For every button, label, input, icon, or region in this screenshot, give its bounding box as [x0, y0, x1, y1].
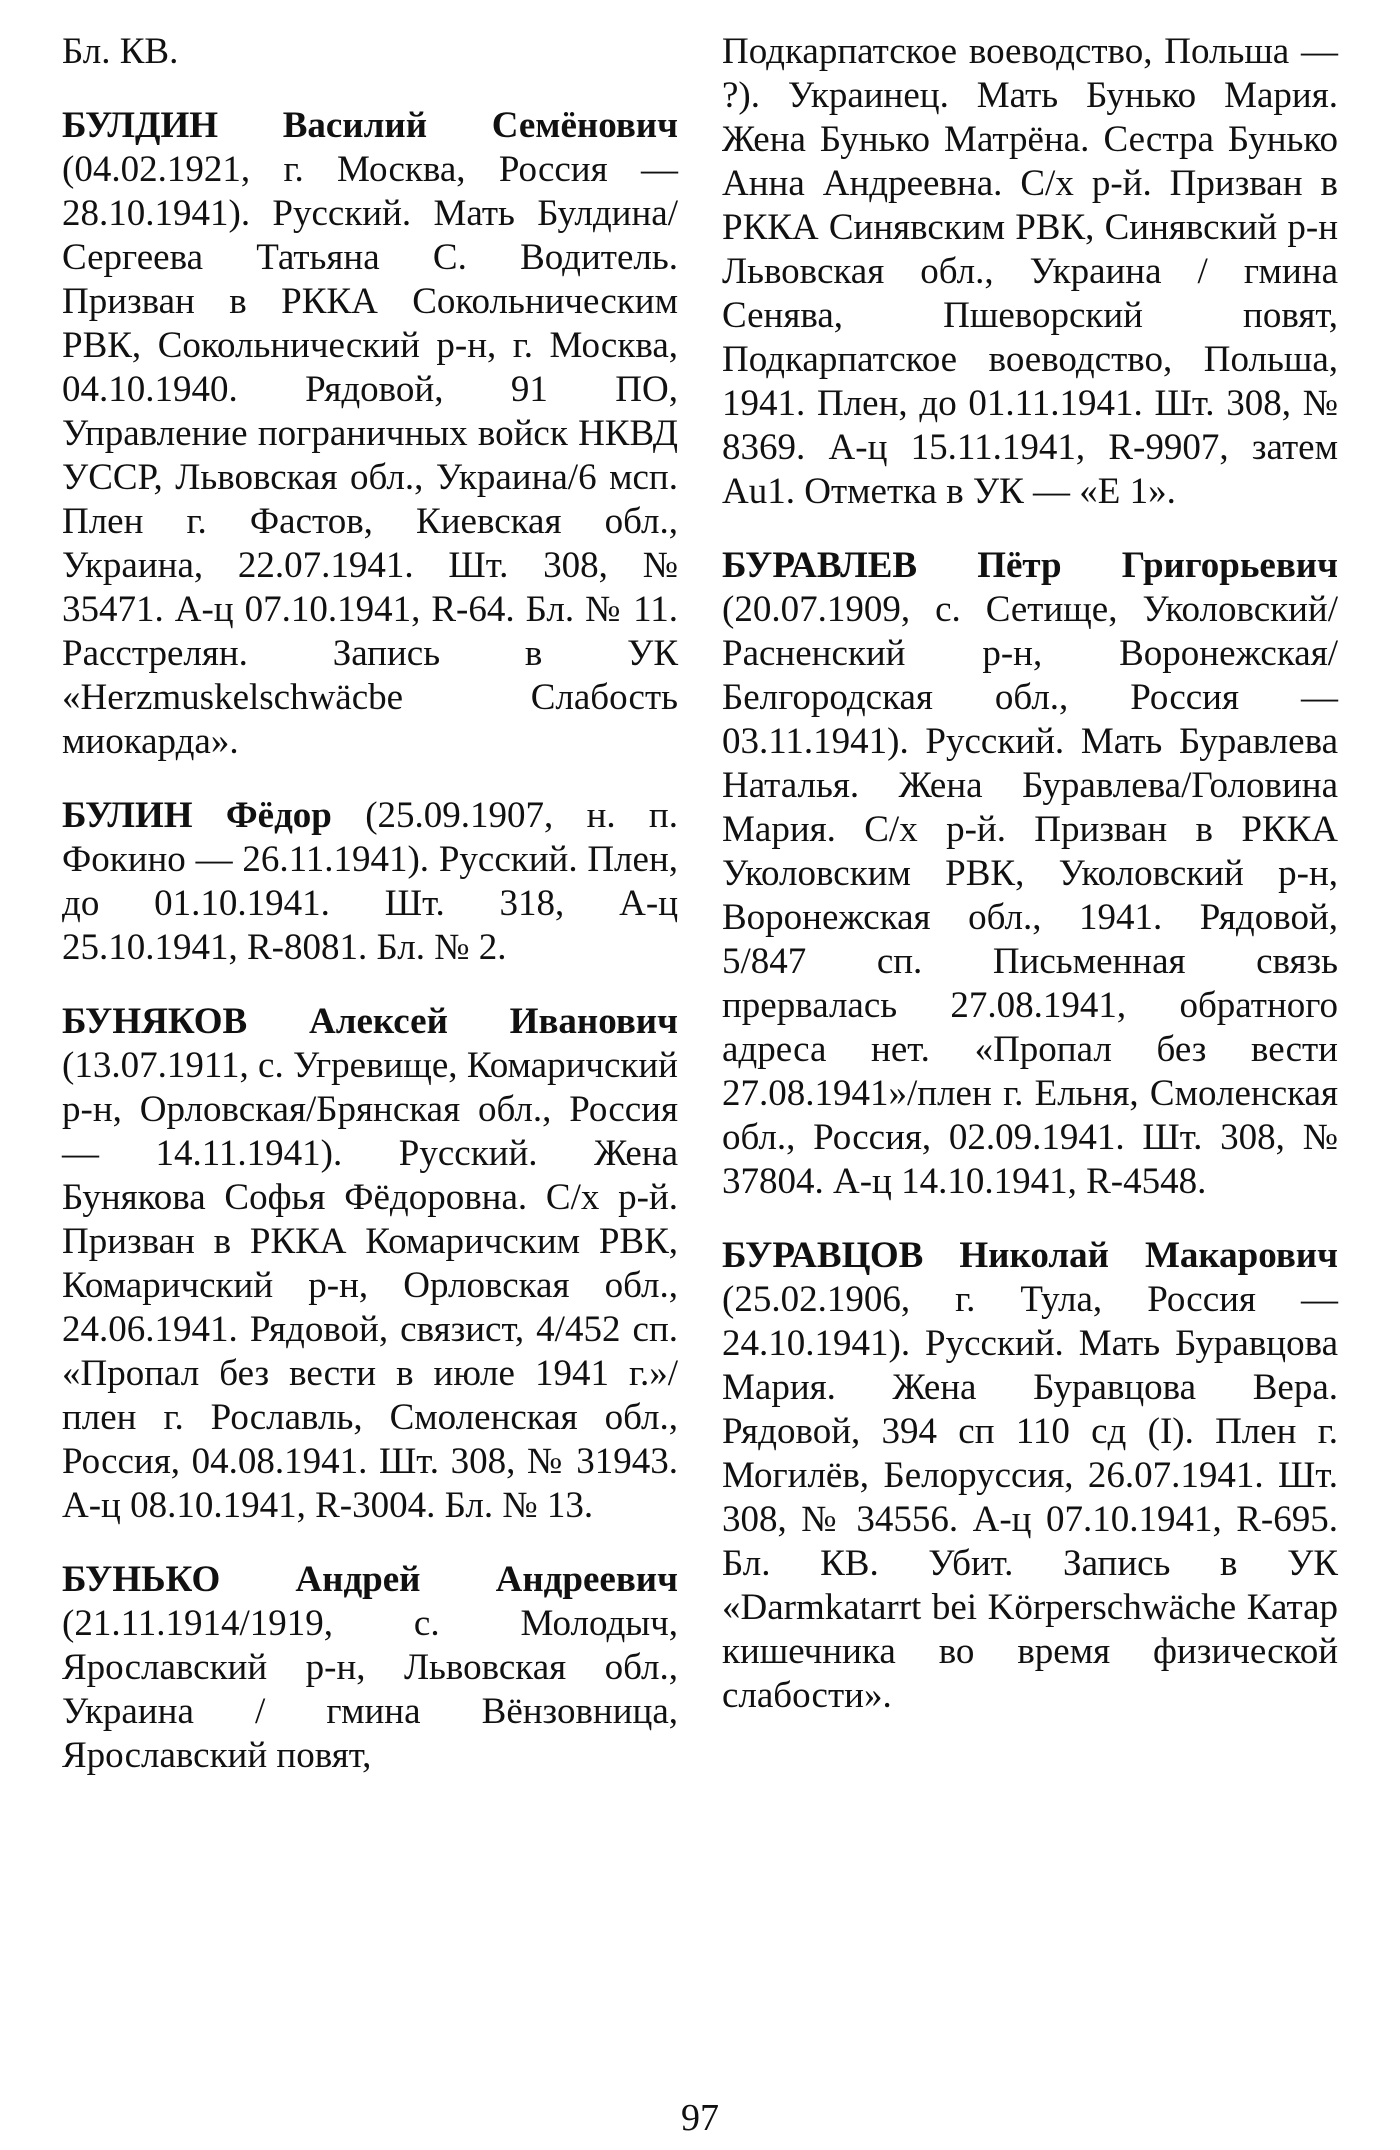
- entry-name: БУЛДИН Василий Семёнович: [62, 105, 678, 146]
- entry-bunyakov: [62, 1000, 678, 1528]
- entry-bunko: [62, 1558, 678, 1778]
- entry-text: (04.02.1921, г. Москва, Россия — 28.10.1941). Русский. Мать Булдина/Сергеева Татьяна С. Водитель. Призван в РККА Сокольническим РВК, Сокольнический р-н, г. Москва, 04.10.1940. Рядовой, 91 ПО, Управление пограничных войск НКВД УССР, Львовская обл., Украина/6 мсп. Плен г. Фастов, Киевская обл., Украина, 22.07.1941. Шт. 308, № 35471. А-ц 07.10.1941, R-64. Бл. № 11. Расстрелян. Запись в УК «Herzmuskelschwäcbe Слабость миокарда».: [62, 149, 678, 762]
- left-column: [62, 30, 678, 1808]
- document-page: [62, 30, 1338, 2090]
- entry-text: (21.11.1914/1919, с. Молодыч, Ярославский р-н, Львовская обл., Украина / гмина Вёнзовница, Ярославский повят,: [62, 1603, 678, 1776]
- entry-name: БУРАВЛЕВ Пётр Григорьевич: [722, 545, 1338, 586]
- entry-text: (20.07.1909, с. Сетище, Уколовский/Расненский р-н, Воронежская/Белгородская обл., Россия — 03.11.1941). Русский. Мать Буравлева Наталья. Жена Буравлева/Головина Мария. С/х р-й. Призван в РККА Уколовским РВК, Уколовский р-н, Воронежская обл., 1941. Рядовой, 5/847 сп. Письменная связь прервалась 27.08.1941, обратного адреса нет. «Пропал без вести 27.08.1941»/плен г. Ельня, Смоленская обл., Россия, 02.09.1941. Шт. 308, № 37804. А-ц 14.10.1941, R-4548.: [722, 589, 1338, 1202]
- entry-buravlev: [722, 544, 1338, 1204]
- entry-text: (25.09.1907, н. п. Фокино — 26.11.1941). Русский. Плен, до 01.10.1941. Шт. 318, А-ц 25.10.1941, R-8081. Бл. № 2.: [62, 795, 678, 968]
- entry-text: (13.07.1911, с. Угревище, Комаричский р-н, Орловская/Брянская обл., Россия — 14.11.1941). Русский. Жена Бунякова Софья Фёдоровна. С/х р-й. Призван в РККА Комаричским РВК, Комаричский р-н, Орловская обл., 24.06.1941. Рядовой, связист, 4/452 сп. «Пропал без вести в июле 1941 г.»/плен г. Рославль, Смоленская обл., Россия, 04.08.1941. Шт. 308, № 31943. А-ц 08.10.1941, R-3004. Бл. № 13.: [62, 1045, 678, 1526]
- entry-buldin: [62, 104, 678, 764]
- entry-text: (25.02.1906, г. Тула, Россия — 24.10.1941). Русский. Мать Буравцова Мария. Жена Буравцова Вера. Рядовой, 394 сп 110 сд (I). Плен г. Могилёв, Белоруссия, 26.07.1941. Шт. 308, № 34556. А-ц 07.10.1941, R-695. Бл. КВ. Убит. Запись в УК «Darmkatarrt bei Körperschwäche Катар кишечника во время физической слабости».: [722, 1279, 1338, 1716]
- entry-name: БУНЬКО Андрей Андреевич: [62, 1559, 678, 1600]
- right-column: [722, 30, 1338, 1748]
- entry-bunko-continuation: [722, 30, 1338, 514]
- page-number: 97: [681, 2097, 719, 2139]
- entry-name: БУЛИН Фёдор: [62, 795, 332, 836]
- entry-name: БУРАВЦОВ Николай Макарович: [722, 1235, 1338, 1276]
- entry-text: Подкарпатское воеводство, Польша — ?). Украинец. Мать Бунько Мария. Жена Бунько Матрёна. Сестра Бунько Анна Андреевна. С/х р-й. Призван в РККА Синявским РВК, Синявский р-н Львовская обл., Украина / гмина Сенява, Пшеворский повят, Подкарпатское воеводство, Польша, 1941. Плен, до 01.11.1941. Шт. 308, № 8369. А-ц 15.11.1941, R-9907, затем Au1. Отметка в УК — «Е 1».: [722, 31, 1338, 512]
- entry-name: БУНЯКОВ Алексей Иванович: [62, 1001, 678, 1042]
- entry-buravtsov: [722, 1234, 1338, 1718]
- entry-continuation: [62, 30, 678, 74]
- entry-bulin: [62, 794, 678, 970]
- entry-text: Бл. КВ.: [62, 31, 179, 72]
